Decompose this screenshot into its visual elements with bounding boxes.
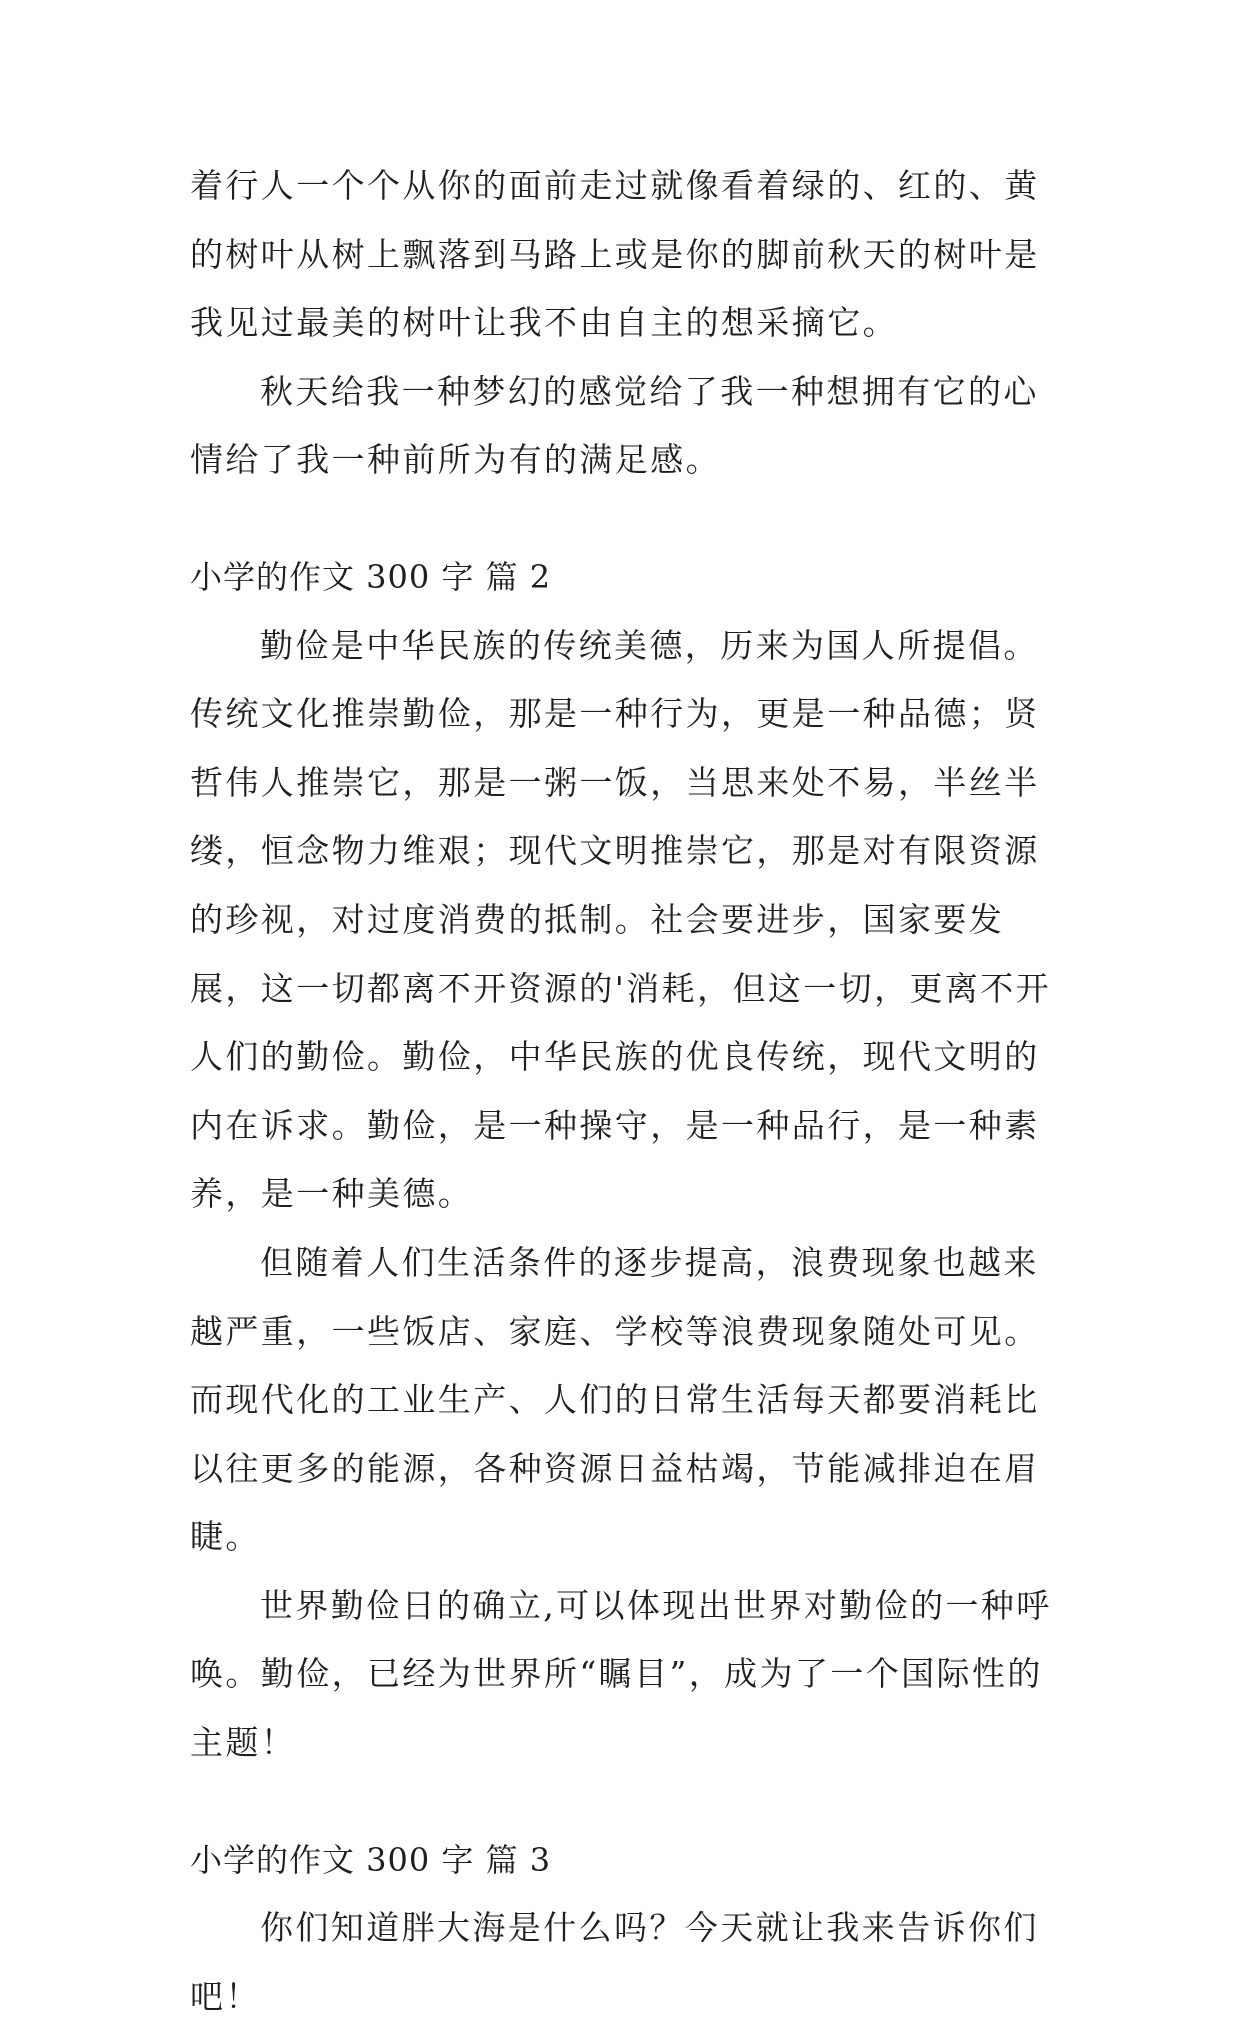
- document-page: [190, 152, 1060, 2031]
- essay-3: [190, 1826, 1060, 2031]
- paragraph: 世界勤俭日的确立,可以体现出世界对勤俭的一种呼唤。勤俭，已经为世界所“瞩目”，成为了一个国际性的主题！: [190, 1585, 1052, 1763]
- paragraph: 你们知道胖大海是什么吗？今天就让我来告诉你们吧！: [190, 1908, 1039, 2016]
- paragraph: 秋天给我一种梦幻的感觉给了我一种想拥有它的心情给了我一种前所为有的满足感。: [190, 371, 1039, 480]
- paragraph: 勤俭是中华民族的传统美德，历来为国人所提倡。传统文化推崇勤俭，那是一种行为，更是一种品德；贤哲伟人推崇它，那是一粥一饭，当思来处不易，半丝半缕，恒念物力维艰；现代文明推崇它，那是对有限资源的珍视，对过度消费的抵制。社会要进步，国家要发展，这一切都离不开资源的'消耗，但这一切，更离不开人们的勤俭。勤俭，中华民族的优良传统，现代文明的内在诉求。勤俭，是一种操守，是一种品行，是一种素养，是一种美德。: [190, 625, 1052, 1214]
- essay-2: [190, 543, 1060, 1778]
- section-heading: 小学的作文 300 字 篇 3: [190, 1840, 552, 1879]
- paragraph: 但随着人们生活条件的逐步提高，浪费现象也越来越严重，一些饭店、家庭、学校等浪费现象随处可见。而现代化的工业生产、人们的日常生活每天都要消耗比以往更多的能源，各种资源日益枯竭，节能减排迫在眉睫。: [190, 1242, 1040, 1557]
- essay-1-continuation: [190, 152, 1060, 495]
- paragraph: 着行人一个个从你的面前走过就像看着绿的、红的、黄的树叶从树上飘落到马路上或是你的脚前秋天的树叶是我见过最美的树叶让我不由自主的想采摘它。: [190, 166, 1040, 343]
- section-heading: 小学的作文 300 字 篇 2: [190, 557, 552, 596]
